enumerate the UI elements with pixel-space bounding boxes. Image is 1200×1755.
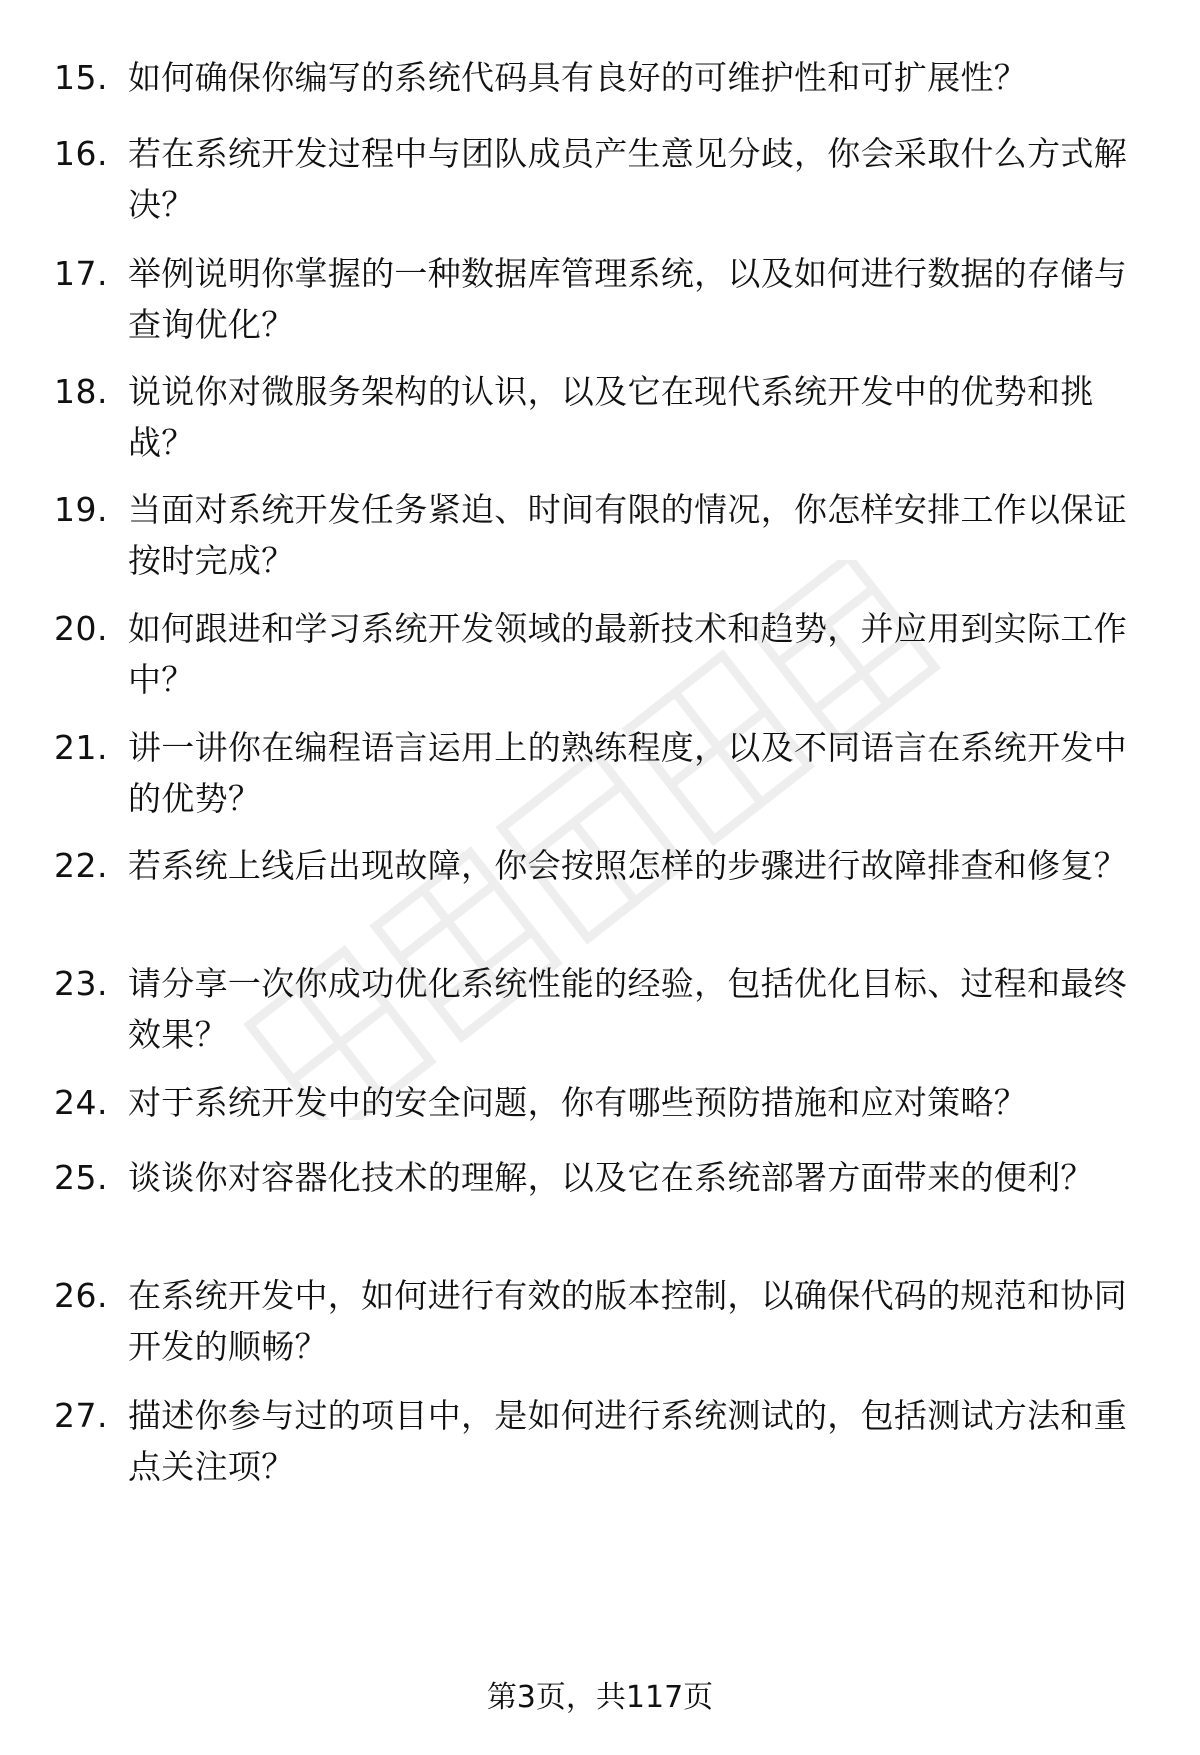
- question-number: 24.: [54, 1083, 108, 1122]
- question-number: 27.: [54, 1396, 108, 1435]
- question-text: 如何跟进和学习系统开发领域的最新技术和趋势，并应用到实际工作中？: [128, 609, 1127, 699]
- question-text: 如何确保你编写的系统代码具有良好的可维护性和可扩展性？: [128, 58, 1028, 97]
- question-number: 17.: [54, 254, 108, 293]
- question-text: 谈谈你对容器化技术的理解，以及它在系统部署方面带来的便利？: [128, 1158, 1094, 1197]
- question-number: 15.: [54, 58, 108, 97]
- question-number: 18.: [54, 372, 108, 411]
- question-text: 举例说明你掌握的一种数据库管理系统，以及如何进行数据的存储与查询优化？: [128, 254, 1127, 344]
- page-footer: [0, 1678, 1200, 1718]
- question-number: 23.: [54, 964, 108, 1003]
- question-number: 25.: [54, 1158, 108, 1197]
- question-text: 说说你对微服务架构的认识，以及它在现代系统开发中的优势和挑战？: [128, 372, 1094, 462]
- question-number: 21.: [54, 728, 108, 767]
- question-text: 若系统上线后出现故障，你会按照怎样的步骤进行故障排查和修复？: [128, 846, 1127, 885]
- question-text: 讲一讲你在编程语言运用上的熟练程度，以及不同语言在系统开发中的优势？: [128, 728, 1127, 818]
- question-text: 请分享一次你成功优化系统性能的经验，包括优化目标、过程和最终效果？: [128, 964, 1127, 1054]
- question-text: 当面对系统开发任务紧迫、时间有限的情况，你怎样安排工作以保证按时完成？: [128, 490, 1127, 580]
- question-number: 19.: [54, 490, 108, 529]
- question-text: 描述你参与过的项目中，是如何进行系统测试的，包括测试方法和重点关注项？: [128, 1396, 1127, 1486]
- question-number: 26.: [54, 1276, 108, 1315]
- question-number: 20.: [54, 609, 108, 648]
- page-number-label: 第3页，共117页: [486, 1680, 714, 1715]
- question-text: 在系统开发中，如何进行有效的版本控制，以确保代码的规范和协同开发的顺畅？: [128, 1276, 1127, 1366]
- question-number: 22.: [54, 846, 108, 885]
- question-text: 若在系统开发过程中与团队成员产生意见分歧，你会采取什么方式解决？: [128, 134, 1127, 224]
- question-text: 对于系统开发中的安全问题，你有哪些预防措施和应对策略？: [128, 1083, 1028, 1122]
- question-number: 16.: [54, 134, 108, 173]
